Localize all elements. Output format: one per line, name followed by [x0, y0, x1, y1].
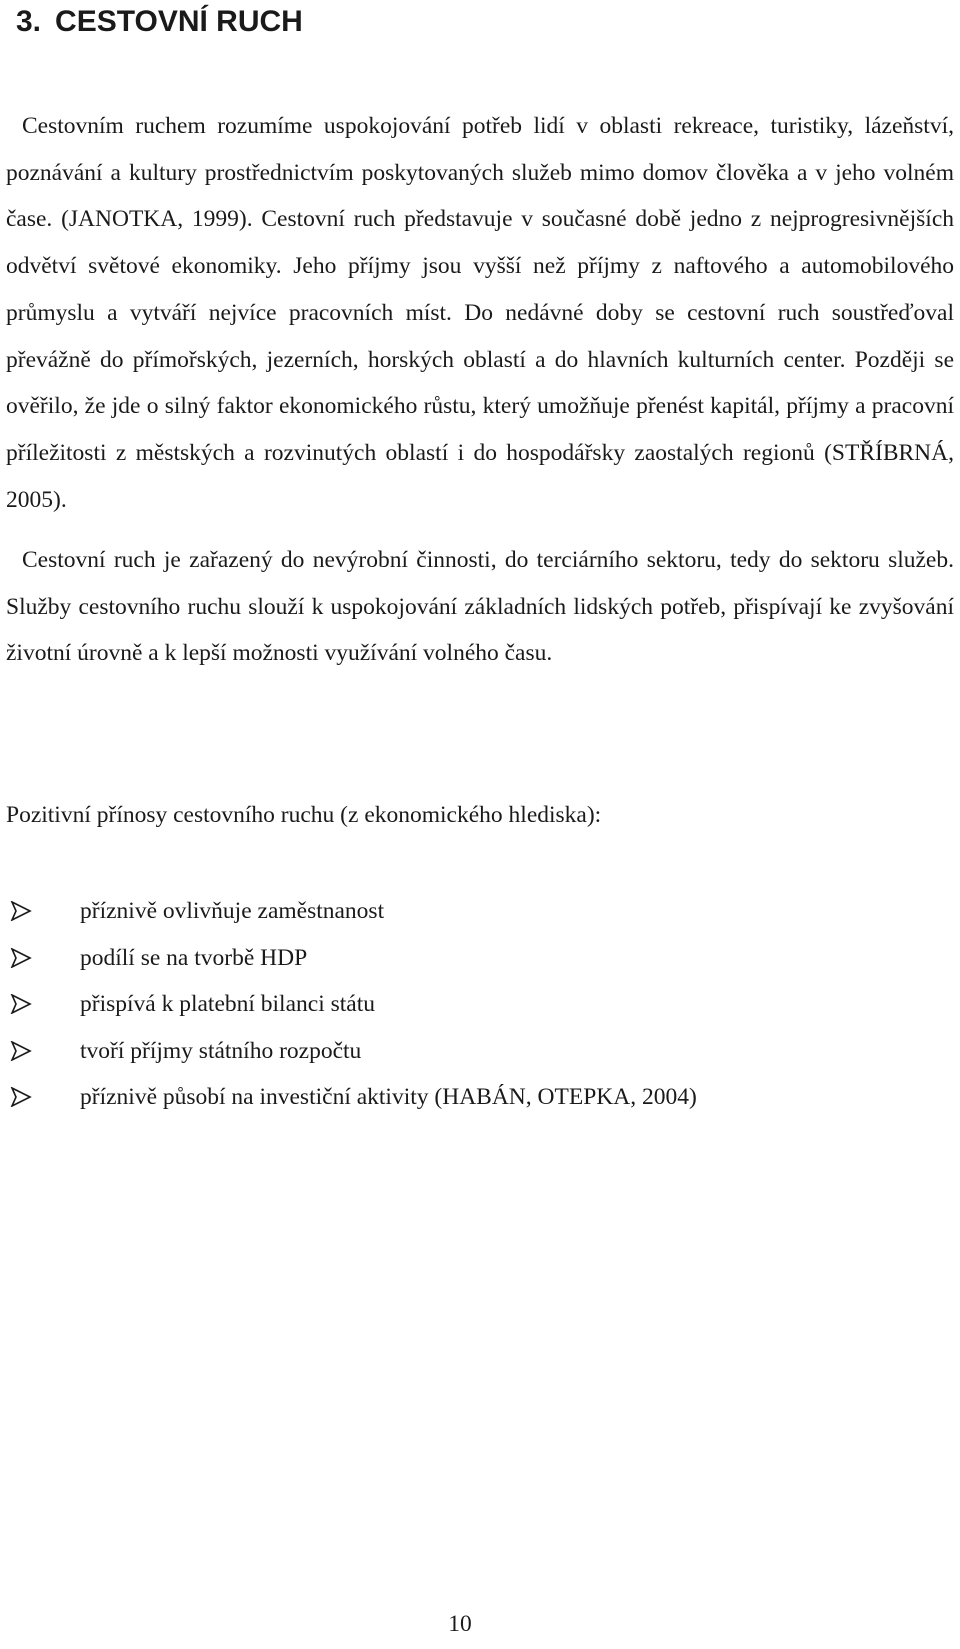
paragraph-tourism-definition: Cestovním ruchem rozumíme uspokojování potřeb lidí v oblasti rekreace, turistiky, lázeňství, poznávání a kultury prostřednictvím poskytovaných služeb mimo domov člověka a v jeho volném čase. (JANOTKA, 1999). Cestovní ruch představuje v současné době jedno z nejprogresivnějších odvětví světové ekonomiky. Jeho příjmy jsou vyšší než příjmy z naftového a automobilového průmyslu a vytváří nejvíce pracovních míst. Do nedávné doby se cestovní ruch soustřeďoval převážně do přímořských, jezerních, horských oblastí a do hlavních kulturních center. Později se ověřilo, že jde o silný faktor ekonomického růstu, který umožňuje přenést kapitál, příjmy a pracovní příležitosti z městských a rozvinutých oblastí i do hospodářsky zaostalých regionů (STŘÍBRNÁ, 2005).	[6, 113, 954, 513]
arrowhead-bullet-icon	[10, 994, 32, 1014]
list-item-text: příznivě působí na investiční aktivity (HABÁN, OTEPKA, 2004)	[80, 1084, 697, 1110]
section-title: CESTOVNÍ RUCH	[55, 5, 303, 38]
list-item	[10, 1081, 697, 1128]
arrowhead-bullet-icon	[10, 1087, 32, 1107]
arrowhead-bullet-icon	[10, 1041, 32, 1061]
arrowhead-bullet-icon	[10, 901, 32, 921]
page-number: 10	[448, 1611, 472, 1637]
benefits-list	[10, 895, 697, 1128]
section-heading	[16, 2, 303, 42]
list-item	[10, 895, 697, 942]
section-number: 3.	[16, 5, 42, 38]
list-intro: Pozitivní přínosy cestovního ruchu (z ekonomického hlediska):	[6, 802, 602, 828]
list-item-text: příznivě ovlivňuje zaměstnanost	[80, 898, 385, 924]
list-item	[10, 1035, 697, 1082]
list-item-text: tvoří příjmy státního rozpočtu	[80, 1037, 362, 1064]
list-item	[10, 988, 697, 1035]
list-item-text: přispívá k platební bilanci státu	[80, 991, 375, 1017]
list-item	[10, 942, 697, 989]
paragraph-tourism-services: Cestovní ruch je zařazený do nevýrobní činnosti, do terciárního sektoru, tedy do sektoru služeb. Služby cestovního ruchu slouží k uspokojování základních lidských potřeb, přispívají ke zvyšování životní úrovně a k lepší možnosti využívání volného času.	[6, 547, 954, 667]
arrowhead-bullet-icon	[10, 948, 32, 968]
list-item-text: podílí se na tvorbě HDP	[80, 944, 308, 971]
